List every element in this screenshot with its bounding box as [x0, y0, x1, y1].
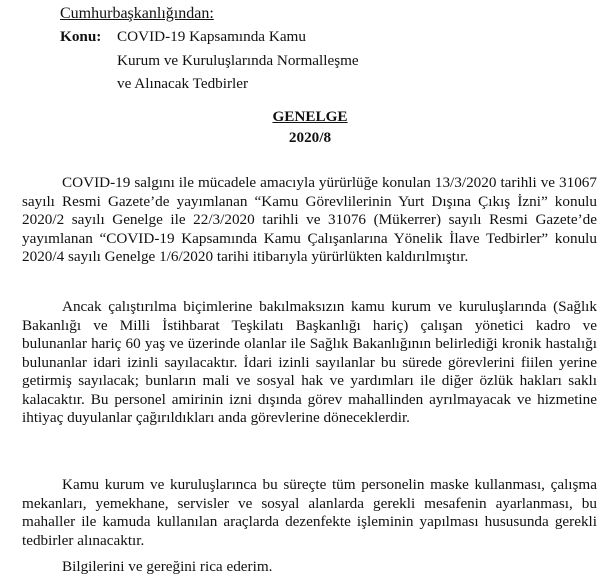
paragraph-2-line: bulunanlar idari izinli sayılacaktır. İdari izinli sayılanlar bu sürede görevlerini fiilen yerine — [22, 353, 597, 371]
subject-line-3: ve Alınacak Tedbirler — [117, 75, 249, 92]
paragraph-2-line: ihtiyaç duyulanlar çağırıldıkları anda görevlerine döneceklerdir. — [22, 409, 410, 426]
subject-line-1: COVID-19 Kapsamında Kamu — [117, 28, 306, 45]
paragraph-2-line: kalacaktır. Bu personel amirinin izni dışında görev mahallinden ayrılmayacak ve hizmetine — [22, 390, 597, 408]
paragraph-3-line: mekanları, yemekhane, servisler ve sosyal alanlarda gerekli mesafenin ayarlanması, bu — [22, 494, 597, 512]
paragraph-2-line: bulunanlar hariç 60 yaş ve üzerinde olanlar ile Sağlık Bakanlığının belirlediği kronik hastalığı — [22, 335, 597, 352]
paragraph-1-line: 2020/4 sayılı Genelge 1/6/2020 tarihi itibarıyla yürürlükten kaldırılmıştır. — [22, 248, 469, 265]
paragraph-3-line: Kamu kurum ve kuruluşlarınca bu süreçte tüm personelin maske kullanması, çalışma — [62, 476, 597, 493]
paragraph-3-line: tedbirler alınacaktır. — [22, 531, 145, 549]
paragraph-2-line: Bakanlığı ve Milli İstihbarat Teşkilatı Başkanlığı hariç) çalışan yönetici kadro ve — [22, 316, 597, 334]
paragraph-2-line: Ancak çalıştırılma biçimlerine bakılmaksızın kamu kurum ve kuruluşlarında (Sağlık — [62, 298, 597, 315]
paragraph-1-line: yayımlanan “COVID-19 Kapsamında Kamu Çalışanlarına Yönelik İlave Tedbirler” konulu — [22, 229, 597, 247]
document-number: 2020/8 — [288, 129, 332, 146]
issuer-heading: Cumhurbaşkanlığından: — [60, 5, 214, 22]
subject-label: Konu: — [60, 28, 102, 45]
subject-line-2: Kurum ve Kuruluşlarında Normalleşme — [117, 52, 359, 69]
paragraph-1-line: sayılı Resmi Gazete’de yayımlanan “Kamu Görevlilerinin Yurt Dışına Çıkış İzni” konulu — [22, 192, 597, 210]
paragraph-3-line: mahaller ile kamuda kullanılan araçlarda dezenfekte işleminin yapılması hususunda gerekli — [22, 513, 597, 530]
paragraph-2-line: getirmiş sayılacak; bunların mali ve sosyal hak ve yardımları ile diğer özlük hakları saklı — [22, 372, 597, 389]
paragraph-1-line: 2020/2 sayılı Genelge ile 22/3/2020 tarihli ve 31076 (Mükerrer) sayılı Resmi Gazete’de — [22, 211, 597, 228]
paragraph-1-line: COVID-19 salgını ile mücadele amacıyla yürürlüğe konulan 13/3/2020 tarihli ve 31067 — [62, 174, 597, 191]
paragraph-4-line: Bilgilerini ve gereğini rica ederim. — [62, 558, 273, 575]
document-title: GENELGE — [272, 108, 348, 125]
